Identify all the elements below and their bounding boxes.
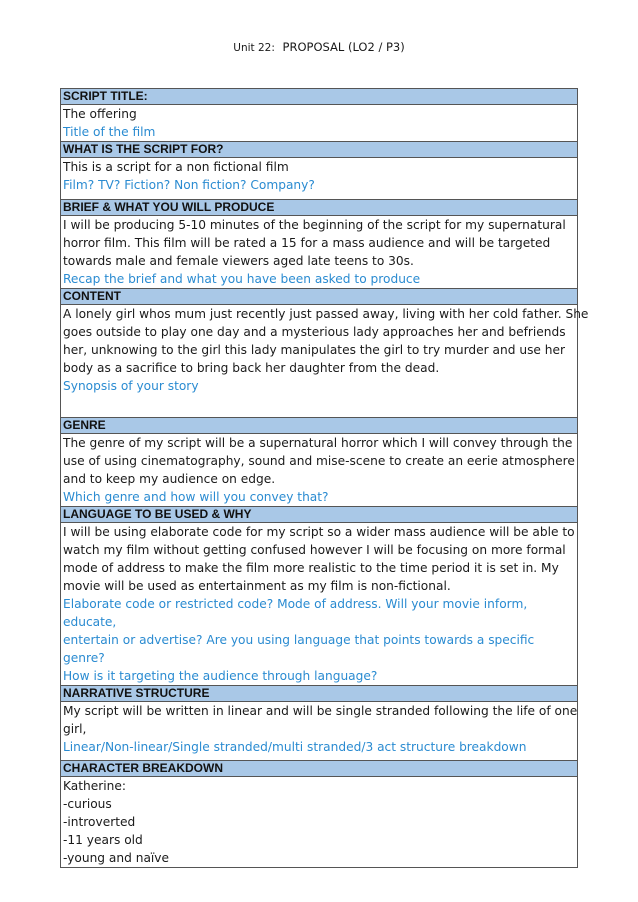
body-line: The offering	[63, 107, 137, 121]
body-line: towards male and female viewers aged late teens to 30s.	[63, 254, 414, 268]
body-line: Katherine:	[63, 779, 126, 793]
section-body-content[interactable]	[61, 305, 589, 418]
section-body-character[interactable]	[61, 777, 578, 868]
hint-line: Which genre and how will you convey that?	[63, 490, 329, 504]
section-heading-script-for: WHAT IS THE SCRIPT FOR?	[61, 142, 578, 158]
section-body-narrative[interactable]	[61, 702, 578, 761]
section-heading-genre: GENRE	[61, 418, 578, 434]
section-header-row	[61, 89, 578, 105]
hint-line: Title of the film	[63, 125, 156, 139]
section-heading-narrative: NARRATIVE STRUCTURE	[61, 686, 578, 702]
section-body-row	[61, 702, 578, 761]
section-body-row	[61, 305, 578, 418]
hint-line: entertain or advertise? Are you using language that points towards a specific genre?	[63, 633, 535, 665]
section-body-row	[61, 158, 578, 200]
hint-line: Linear/Non-linear/Single stranded/multi stranded/3 act structure breakdown	[63, 740, 527, 754]
section-heading-script-title: SCRIPT TITLE:	[61, 89, 578, 105]
body-line: goes outside to play one day and a mysterious lady approaches her and befriends	[63, 325, 566, 339]
hint-line: Recap the brief and what you have been asked to produce	[63, 272, 421, 286]
body-line: watch my film without getting confused however I will be focusing on more formal	[63, 543, 566, 557]
section-body-row	[61, 216, 578, 289]
body-line: -curious	[63, 797, 112, 811]
section-header-row	[61, 289, 578, 305]
section-header-row	[61, 142, 578, 158]
section-header-row	[61, 507, 578, 523]
body-line: I will be using elaborate code for my script so a wider mass audience will be able to	[63, 525, 575, 539]
section-body-row	[61, 105, 578, 142]
unit-label: Unit 22:	[233, 42, 275, 54]
section-body-language[interactable]	[61, 523, 578, 686]
blank-line	[63, 395, 575, 413]
hint-line: Synopsis of your story	[63, 379, 199, 393]
body-line: horror film. This film will be rated a 15 for a mass audience and will be targeted	[63, 236, 551, 250]
section-header-row	[61, 200, 578, 216]
hint-line: Film? TV? Fiction? Non fiction? Company?	[63, 178, 315, 192]
section-body-row	[61, 523, 578, 686]
body-line: movie will be used as entertainment as my film is non-fictional.	[63, 579, 451, 593]
body-line: body as a sacrifice to bring back her daughter from the dead.	[63, 361, 440, 375]
page-header	[0, 40, 638, 54]
section-body-script-title[interactable]	[61, 105, 578, 142]
proposal-table	[60, 88, 589, 868]
page-title: PROPOSAL (LO2 / P3)	[282, 40, 405, 54]
body-line: My script will be written in linear and will be single stranded following the life of one	[63, 704, 578, 718]
section-heading-content: CONTENT	[61, 289, 578, 305]
section-header-row	[61, 686, 578, 702]
body-line: and to keep my audience on edge.	[63, 472, 276, 486]
section-heading-character: CHARACTER BREAKDOWN	[61, 761, 578, 777]
hint-line: Elaborate code or restricted code? Mode of address. Will your movie inform, educate,	[63, 597, 528, 629]
body-line: use of using cinematography, sound and mise-scene to create an eerie atmosphere	[63, 454, 575, 468]
section-header-row	[61, 761, 578, 777]
body-line: This is a script for a non fictional film	[63, 160, 289, 174]
body-line: The genre of my script will be a supernatural horror which I will convey through the	[63, 436, 573, 450]
body-line: mode of address to make the film more realistic to the time period it is set in. My	[63, 561, 559, 575]
body-line: -introverted	[63, 815, 136, 829]
body-line: -young and naïve	[63, 851, 170, 865]
body-line: A lonely girl whos mum just recently just passed away, living with her cold father. She	[63, 307, 589, 321]
body-line: I will be producing 5-10 minutes of the beginning of the script for my supernatural	[63, 218, 566, 232]
section-body-row	[61, 434, 578, 507]
section-body-script-for[interactable]	[61, 158, 578, 200]
hint-line: How is it targeting the audience through language?	[63, 669, 378, 683]
section-body-row	[61, 777, 578, 868]
section-heading-language: LANGUAGE TO BE USED & WHY	[61, 507, 578, 523]
body-line: girl,	[63, 722, 87, 736]
section-heading-brief: BRIEF & WHAT YOU WILL PRODUCE	[61, 200, 578, 216]
section-header-row	[61, 418, 578, 434]
section-body-genre[interactable]	[61, 434, 578, 507]
body-line: -11 years old	[63, 833, 143, 847]
body-line: her, unknowing to the girl this lady manipulates the girl to try murder and use her	[63, 343, 566, 357]
section-body-brief[interactable]	[61, 216, 578, 289]
